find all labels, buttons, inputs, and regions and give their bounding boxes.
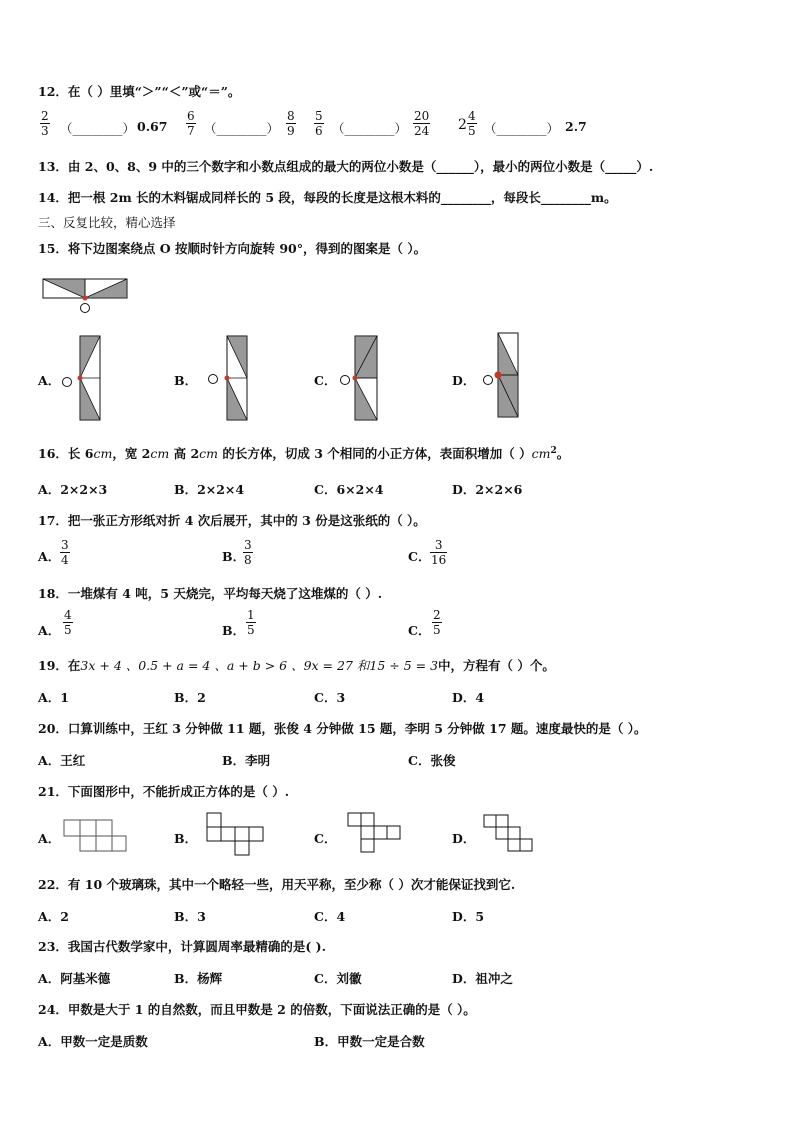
q21-option-b-net[interactable] [206,812,266,858]
q24-option-a[interactable]: A．甲数一定是质数 [38,1034,148,1049]
q18-option-c-fraction: $\frac{2}{5}$ [433,608,441,637]
q19-option-c[interactable]: C．3 [314,690,346,705]
q12-fraction: $\frac{5}{6}$ [315,109,323,138]
q12-stem: 12．在（ ）里填“＞”“＜”或“＝”。 [38,84,241,99]
q12-answer-blank[interactable]: （________） [332,121,408,136]
q21-stem: 21．下面图形中，不能折成正方体的是（ ）. [38,784,290,799]
q15-option-b[interactable]: B． [174,373,198,388]
q16-stem: 16．长 6cm，宽 2cm 高 2cm 的长方体，切成 3 个相同的小正方体，表面积增加（ ）$cm^2$。 [38,445,570,461]
q12-fraction: $\frac{8}{9}$ [287,109,295,138]
q15-option-d[interactable]: D． [452,373,476,388]
q15-original-figure [40,277,135,317]
q18-option-a-fraction: $\frac{4}{5}$ [64,608,72,637]
q22-option-c[interactable]: C．4 [314,909,346,924]
q19-stem: 19．在3x + 4 、0.5 + a = 4 、a + b > 6 、9x = 27 和15 ÷ 5 = 3中，方程有（ ）个。 [38,658,555,673]
q23-option-d[interactable]: D．祖冲之 [452,971,513,986]
q22-stem: 22．有 10 个玻璃珠，其中一个略轻一些，用天平称，至少称（ ）次才能保证找到它. [38,877,516,892]
q12-answer-blank[interactable]: （________） [60,121,136,136]
q19-option-a[interactable]: A．1 [38,690,69,705]
q17-stem: 17．把一张正方形纸对折 4 次后展开，其中的 3 份是这张纸的（ ）。 [38,513,426,528]
q16-option-b[interactable]: B．2×2×4 [174,482,245,497]
q13-text: 13．由 2、0、8、9 中的三个数字和小数点组成的最大的两位小数是（______），最小的两位小数是（_____）. [38,159,654,174]
q17-option-c[interactable]: C． [408,549,431,564]
q15-option-b-figure[interactable] [205,334,250,424]
q12-answer-blank[interactable]: （________） [484,121,560,136]
q23-option-a[interactable]: A．阿基米德 [38,971,111,986]
q24-stem: 24．甲数是大于 1 的自然数，而且甲数是 2 的倍数，下面说法正确的是（ ）。 [38,1002,476,1017]
q18-stem: 18．一堆煤有 4 吨，5 天烧完，平均每天烧了这堆煤的（ ）. [38,586,383,601]
q21-option-c[interactable]: C． [314,831,337,846]
q12-whole-number: 2 [458,117,467,133]
q23-option-c[interactable]: C．刘徽 [314,971,362,986]
section-heading: 三、反复比较，精心选择 [38,215,176,230]
q12-answer-blank[interactable]: （________） [204,121,280,136]
q15-option-c-figure[interactable] [338,334,383,424]
q12-fraction: $\frac{20}{24}$ [414,109,430,138]
q16-option-c[interactable]: C．6×2×4 [314,482,384,497]
q18-option-b[interactable]: B． [222,623,246,638]
q20-stem: 20．口算训练中，王红 3 分钟做 11 题，张俊 4 分钟做 15 题，李明 5 分钟做 17 题。速度最快的是（ ）。 [38,721,647,736]
q21-option-d-net[interactable] [483,814,535,856]
q12-fraction: $\frac{4}{5}$ [468,109,476,138]
q17-option-b[interactable]: B． [222,549,246,564]
q18-option-a[interactable]: A． [38,623,61,638]
q16-option-d[interactable]: D．2×2×6 [452,482,523,497]
q21-option-b[interactable]: B． [174,831,198,846]
q20-option-b[interactable]: B．李明 [222,753,271,768]
q14-text: 14．把一根 2m 长的木料锯成同样长的 5 段，每段的长度是这根木料的________，每段长________m。 [38,190,617,205]
q12-fraction: $\frac{6}{7}$ [187,109,195,138]
q23-option-b[interactable]: B．杨辉 [174,971,223,986]
q22-option-b[interactable]: B．3 [174,909,206,924]
q15-option-a[interactable]: A． [38,373,61,388]
q24-option-b[interactable]: B．甲数一定是合数 [314,1034,425,1049]
q15-stem: 15．将下边图案绕点 O 按顺时针方向旋转 90°，得到的图案是（ ）。 [38,241,427,256]
q16-option-a[interactable]: A．2×2×3 [38,482,108,497]
q15-option-c[interactable]: C． [314,373,337,388]
q20-option-a[interactable]: A．王红 [38,753,86,768]
q15-option-a-figure[interactable] [60,334,105,424]
q23-stem: 23．我国古代数学家中，计算圆周率最精确的是( ). [38,939,326,954]
q15-option-d-figure[interactable] [480,330,525,422]
q21-option-a-net[interactable] [63,819,128,853]
q18-option-b-fraction: $\frac{1}{5}$ [247,608,255,637]
q22-option-a[interactable]: A．2 [38,909,69,924]
q19-expressions: 3x + 4 、0.5 + a = 4 、a + b > 6 、9x = 27 和15 ÷ 5 = 3 [80,658,439,673]
q22-option-d[interactable]: D．5 [452,909,485,924]
q21-option-a[interactable]: A． [38,831,61,846]
q12-fraction: $\frac{2}{3}$ [41,109,49,138]
q12-value: 2.7 [565,119,587,134]
q17-option-c-fraction: $\frac{3}{16}$ [431,538,447,567]
q17-option-a[interactable]: A． [38,549,61,564]
q19-option-d[interactable]: D．4 [452,690,485,705]
q17-option-a-fraction: $\frac{3}{4}$ [61,538,69,567]
q21-option-c-net[interactable] [347,812,403,854]
q20-option-c[interactable]: C．张俊 [408,753,456,768]
q18-option-c[interactable]: C． [408,623,431,638]
q12-value: 0.67 [137,119,168,134]
q21-option-d[interactable]: D． [452,831,476,846]
q17-option-b-fraction: $\frac{3}{8}$ [244,538,252,567]
q19-option-b[interactable]: B．2 [174,690,206,705]
